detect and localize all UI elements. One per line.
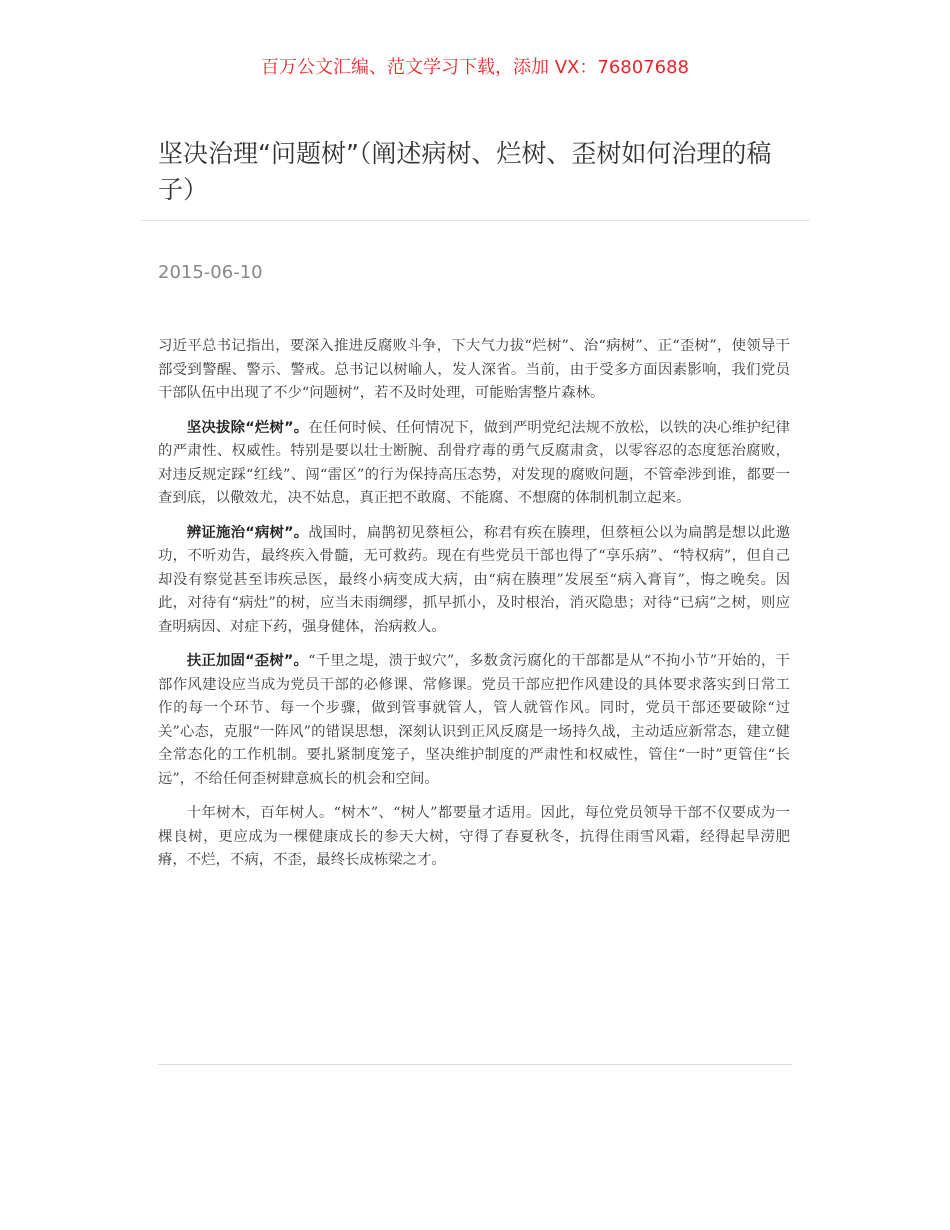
title-divider [140,220,810,221]
paragraph-intro [158,335,790,406]
paragraph-sick-tree [158,522,790,640]
paragraph-text: 战国时，扁鹊初见蔡桓公，称君有疾在腠理，但蔡桓公以为扁鹊是想以此邀功，不听劝告，最终疾入骨髓，无可救药。现在有些党员干部也得了“享乐病”、“特权病”，但自己却没有察觉甚至讳疾忌医，最终小病变成大病，由“病在腠理”发展至“病入膏肓”，悔之晚矣。因此，对待有“病灶”的树，应当未雨绸缪，抓早抓小，及时根治，消灭隐患；对待“已病”之树，则应查明病因、对症下药，强身健体，治病救人。 [158,524,790,635]
article-body [158,335,790,884]
publish-date: 2015-06-10 [158,262,263,283]
paragraph-lead: 扶正加固“歪树”。 [186,653,309,669]
paragraph-conclusion [158,802,790,873]
paragraph-rotten-tree [158,417,790,511]
paragraph-lead: 坚决拔除“烂树”。 [186,419,309,436]
paragraph-text: 习近平总书记指出，要深入推进反腐败斗争，下大气力拔“烂树”、治“病树”、正“歪树”，使领导干部受到警醒、警示、警戒。总书记以树喻人，发人深省。当前，由于受多方面因素影响，我们党员干部队伍中出现了不少“问题树”，若不及时处理，可能贻害整片森林。 [158,338,790,401]
paragraph-text: “千里之堤，溃于蚁穴”，多数贪污腐化的干部都是从“不拘小节”开始的，干部作风建设应当成为党员干部的必修课、常修课。党员干部应把作风建设的具体要求落实到日常工作的每一个环节、每一个步骤，做到管事就管人，管人就管作风。同时，党员干部还要破除“过关”心态，克服“一阵风”的错误思想，深刻认识到正风反腐是一场持久战，主动适应新常态，建立健全常态化的工作机制。要扎紧制度笼子，坚决维护制度的严肃性和权威性，管住“一时”更管住“长远”，不给任何歪树肆意疯长的机会和空间。 [158,653,790,787]
paragraph-text: 十年树木，百年树人。“树木”、“树人”都要量才适用。因此，每位党员领导干部不仅要成为一棵良树，更应成为一棵健康成长的参天大树，守得了春夏秋冬，抗得住雨雪风霜，经得起旱涝肥瘠，不烂，不病，不歪，最终长成栋梁之才。 [158,805,790,868]
download-banner: 百万公文汇编、范文学习下载，添加 VX：76807688 [261,57,689,78]
paragraph-lead: 辨证施治“病树”。 [186,524,309,541]
footer-divider [158,1064,792,1065]
paragraph-text: 在任何时候、任何情况下，做到严明党纪法规不放松，以铁的决心维护纪律的严肃性、权威性。特别是要以壮士断腕、刮骨疗毒的勇气反腐肃贪，以零容忍的态度惩治腐败，对违反规定踩“红线”、闯“雷区”的行为保持高压态势，对发现的腐败问题，不管牵涉到谁，都要一查到底，以儆效尤，决不姑息，真正把不敢腐、不能腐、不想腐的体制机制立起来。 [158,419,790,506]
article-title: 坚决治理“问题树”（阐述病树、烂树、歪树如何治理的稿子） [158,139,772,204]
paragraph-crooked-tree [158,650,790,791]
